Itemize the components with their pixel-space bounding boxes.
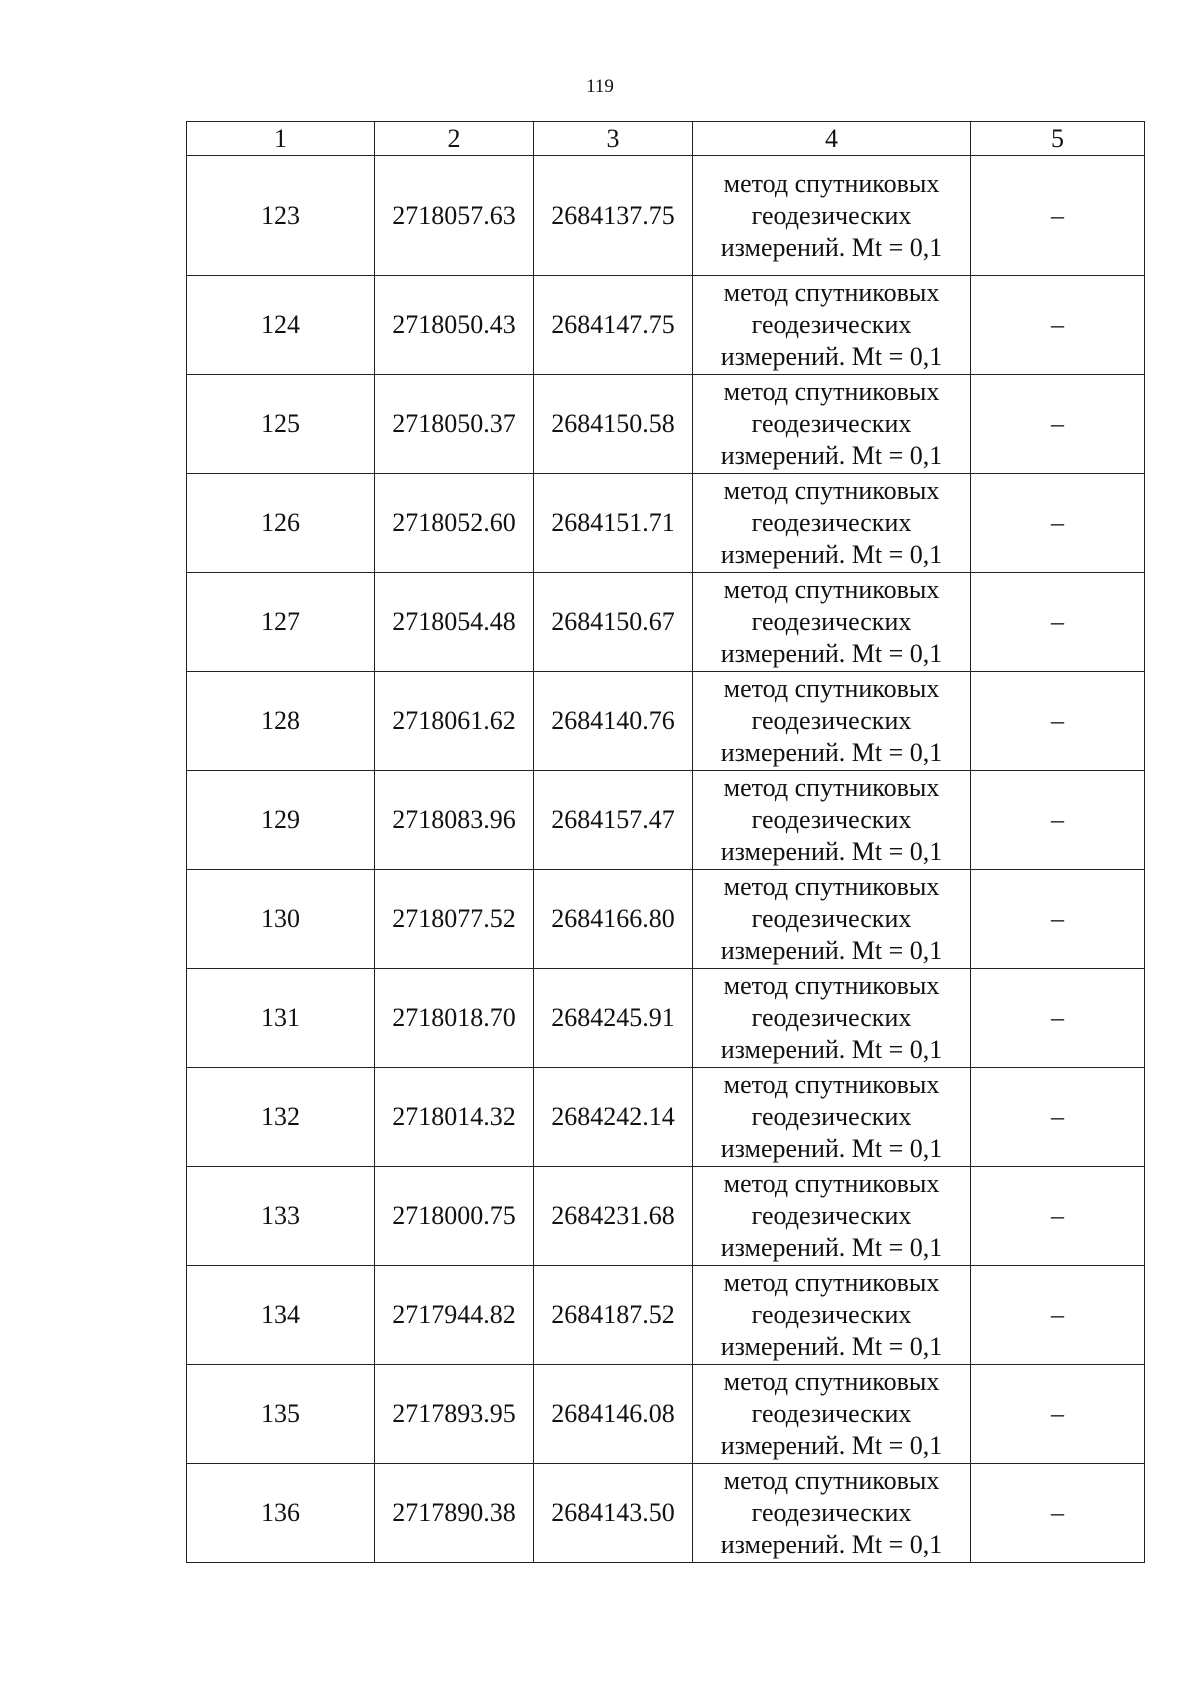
- point-number-cell: 126: [187, 474, 375, 573]
- y-coordinate-cell: 2684146.08: [534, 1365, 693, 1464]
- y-coordinate-cell: 2684157.47: [534, 771, 693, 870]
- method-line: геодезических: [751, 904, 912, 933]
- method-cell: [693, 771, 971, 870]
- method-line: геодезических: [751, 1399, 912, 1428]
- x-coordinate-cell: 2718000.75: [375, 1167, 534, 1266]
- method-line: метод спутниковых: [723, 872, 940, 901]
- method-line: измерений. Mt = 0,1: [720, 639, 943, 668]
- y-coordinate-cell: 2684242.14: [534, 1068, 693, 1167]
- point-number-cell: 134: [187, 1266, 375, 1365]
- method-line: геодезических: [751, 409, 912, 438]
- method-line: метод спутниковых: [723, 476, 940, 505]
- method-cell: [693, 672, 971, 771]
- y-coordinate-cell: 2684245.91: [534, 969, 693, 1068]
- note-cell: –: [971, 771, 1145, 870]
- method-line: геодезических: [751, 1498, 912, 1527]
- note-cell: –: [971, 1068, 1145, 1167]
- point-number-cell: 130: [187, 870, 375, 969]
- method-line: измерений. Mt = 0,1: [720, 441, 943, 470]
- x-coordinate-cell: 2718050.43: [375, 276, 534, 375]
- note-cell: –: [971, 672, 1145, 771]
- point-number-cell: 135: [187, 1365, 375, 1464]
- point-number-cell: 133: [187, 1167, 375, 1266]
- y-coordinate-cell: 2684151.71: [534, 474, 693, 573]
- x-coordinate-cell: 2717944.82: [375, 1266, 534, 1365]
- table-row: [187, 276, 1145, 375]
- method-line: геодезических: [751, 508, 912, 537]
- method-line: геодезических: [751, 706, 912, 735]
- table-row: [187, 474, 1145, 573]
- point-number-cell: 136: [187, 1464, 375, 1563]
- point-number-cell: 124: [187, 276, 375, 375]
- coordinates-table: [186, 121, 1145, 1563]
- x-coordinate-cell: 2718057.63: [375, 156, 534, 276]
- table-header-row: [187, 122, 1145, 156]
- method-line: геодезических: [751, 805, 912, 834]
- table-row: [187, 156, 1145, 276]
- column-header: 1: [187, 122, 375, 156]
- point-number-cell: 132: [187, 1068, 375, 1167]
- note-cell: –: [971, 1464, 1145, 1563]
- y-coordinate-cell: 2684140.76: [534, 672, 693, 771]
- table-row: [187, 1464, 1145, 1563]
- table-row: [187, 573, 1145, 672]
- note-cell: –: [971, 375, 1145, 474]
- point-number-cell: 127: [187, 573, 375, 672]
- method-line: геодезических: [751, 1300, 912, 1329]
- table-row: [187, 1266, 1145, 1365]
- note-cell: –: [971, 870, 1145, 969]
- table-row: [187, 870, 1145, 969]
- table-row: [187, 1365, 1145, 1464]
- method-cell: [693, 1068, 971, 1167]
- method-line: измерений. Mt = 0,1: [720, 1530, 943, 1559]
- y-coordinate-cell: 2684166.80: [534, 870, 693, 969]
- method-line: измерений. Mt = 0,1: [720, 837, 943, 866]
- note-cell: –: [971, 276, 1145, 375]
- table-row: [187, 1167, 1145, 1266]
- x-coordinate-cell: 2718050.37: [375, 375, 534, 474]
- column-header: 4: [693, 122, 971, 156]
- method-line: метод спутниковых: [723, 278, 940, 307]
- x-coordinate-cell: 2718018.70: [375, 969, 534, 1068]
- table-row: [187, 375, 1145, 474]
- method-line: метод спутниковых: [723, 168, 940, 198]
- note-cell: –: [971, 969, 1145, 1068]
- page-number: 119: [586, 76, 614, 97]
- y-coordinate-cell: 2684231.68: [534, 1167, 693, 1266]
- method-cell: [693, 870, 971, 969]
- method-line: измерений. Mt = 0,1: [720, 1035, 943, 1064]
- x-coordinate-cell: 2717890.38: [375, 1464, 534, 1563]
- x-coordinate-cell: 2718077.52: [375, 870, 534, 969]
- method-line: метод спутниковых: [723, 575, 940, 604]
- method-cell: [693, 474, 971, 573]
- method-line: метод спутниковых: [723, 1466, 940, 1495]
- note-cell: –: [971, 573, 1145, 672]
- y-coordinate-cell: 2684147.75: [534, 276, 693, 375]
- method-line: измерений. Mt = 0,1: [720, 540, 943, 569]
- method-line: измерений. Mt = 0,1: [720, 1134, 943, 1163]
- table-row: [187, 969, 1145, 1068]
- column-header: 3: [534, 122, 693, 156]
- note-cell: –: [971, 474, 1145, 573]
- method-line: метод спутниковых: [723, 1268, 940, 1297]
- point-number-cell: 125: [187, 375, 375, 474]
- table-row: [187, 1068, 1145, 1167]
- x-coordinate-cell: 2718061.62: [375, 672, 534, 771]
- method-line: метод спутниковых: [723, 674, 940, 703]
- note-cell: –: [971, 1266, 1145, 1365]
- method-cell: [693, 1365, 971, 1464]
- note-cell: –: [971, 156, 1145, 276]
- y-coordinate-cell: 2684150.67: [534, 573, 693, 672]
- method-line: метод спутниковых: [723, 971, 940, 1000]
- method-line: геодезических: [751, 200, 912, 230]
- method-line: геодезических: [751, 1201, 912, 1230]
- y-coordinate-cell: 2684137.75: [534, 156, 693, 276]
- y-coordinate-cell: 2684150.58: [534, 375, 693, 474]
- method-line: измерений. Mt = 0,1: [720, 1431, 943, 1460]
- method-line: измерений. Mt = 0,1: [720, 738, 943, 767]
- method-cell: [693, 156, 971, 276]
- table-row: [187, 771, 1145, 870]
- method-cell: [693, 1464, 971, 1563]
- method-cell: [693, 573, 971, 672]
- point-number-cell: 131: [187, 969, 375, 1068]
- method-line: геодезических: [751, 1102, 912, 1131]
- method-cell: [693, 1266, 971, 1365]
- point-number-cell: 123: [187, 156, 375, 276]
- method-line: измерений. Mt = 0,1: [720, 936, 943, 965]
- method-line: метод спутниковых: [723, 1367, 940, 1396]
- method-cell: [693, 1167, 971, 1266]
- method-line: метод спутниковых: [723, 1070, 940, 1099]
- y-coordinate-cell: 2684143.50: [534, 1464, 693, 1563]
- column-header: 5: [971, 122, 1145, 156]
- point-number-cell: 128: [187, 672, 375, 771]
- method-line: измерений. Mt = 0,1: [720, 232, 943, 262]
- x-coordinate-cell: 2717893.95: [375, 1365, 534, 1464]
- table-row: [187, 672, 1145, 771]
- method-cell: [693, 375, 971, 474]
- point-number-cell: 129: [187, 771, 375, 870]
- method-line: метод спутниковых: [723, 377, 940, 406]
- x-coordinate-cell: 2718052.60: [375, 474, 534, 573]
- x-coordinate-cell: 2718054.48: [375, 573, 534, 672]
- note-cell: –: [971, 1365, 1145, 1464]
- method-line: геодезических: [751, 607, 912, 636]
- method-line: измерений. Mt = 0,1: [720, 342, 943, 371]
- note-cell: –: [971, 1167, 1145, 1266]
- column-header: 2: [375, 122, 534, 156]
- x-coordinate-cell: 2718014.32: [375, 1068, 534, 1167]
- method-cell: [693, 969, 971, 1068]
- method-line: геодезических: [751, 1003, 912, 1032]
- method-line: измерений. Mt = 0,1: [720, 1233, 943, 1262]
- method-line: геодезических: [751, 310, 912, 339]
- x-coordinate-cell: 2718083.96: [375, 771, 534, 870]
- method-cell: [693, 276, 971, 375]
- method-line: метод спутниковых: [723, 1169, 940, 1198]
- method-line: метод спутниковых: [723, 773, 940, 802]
- method-line: измерений. Mt = 0,1: [720, 1332, 943, 1361]
- y-coordinate-cell: 2684187.52: [534, 1266, 693, 1365]
